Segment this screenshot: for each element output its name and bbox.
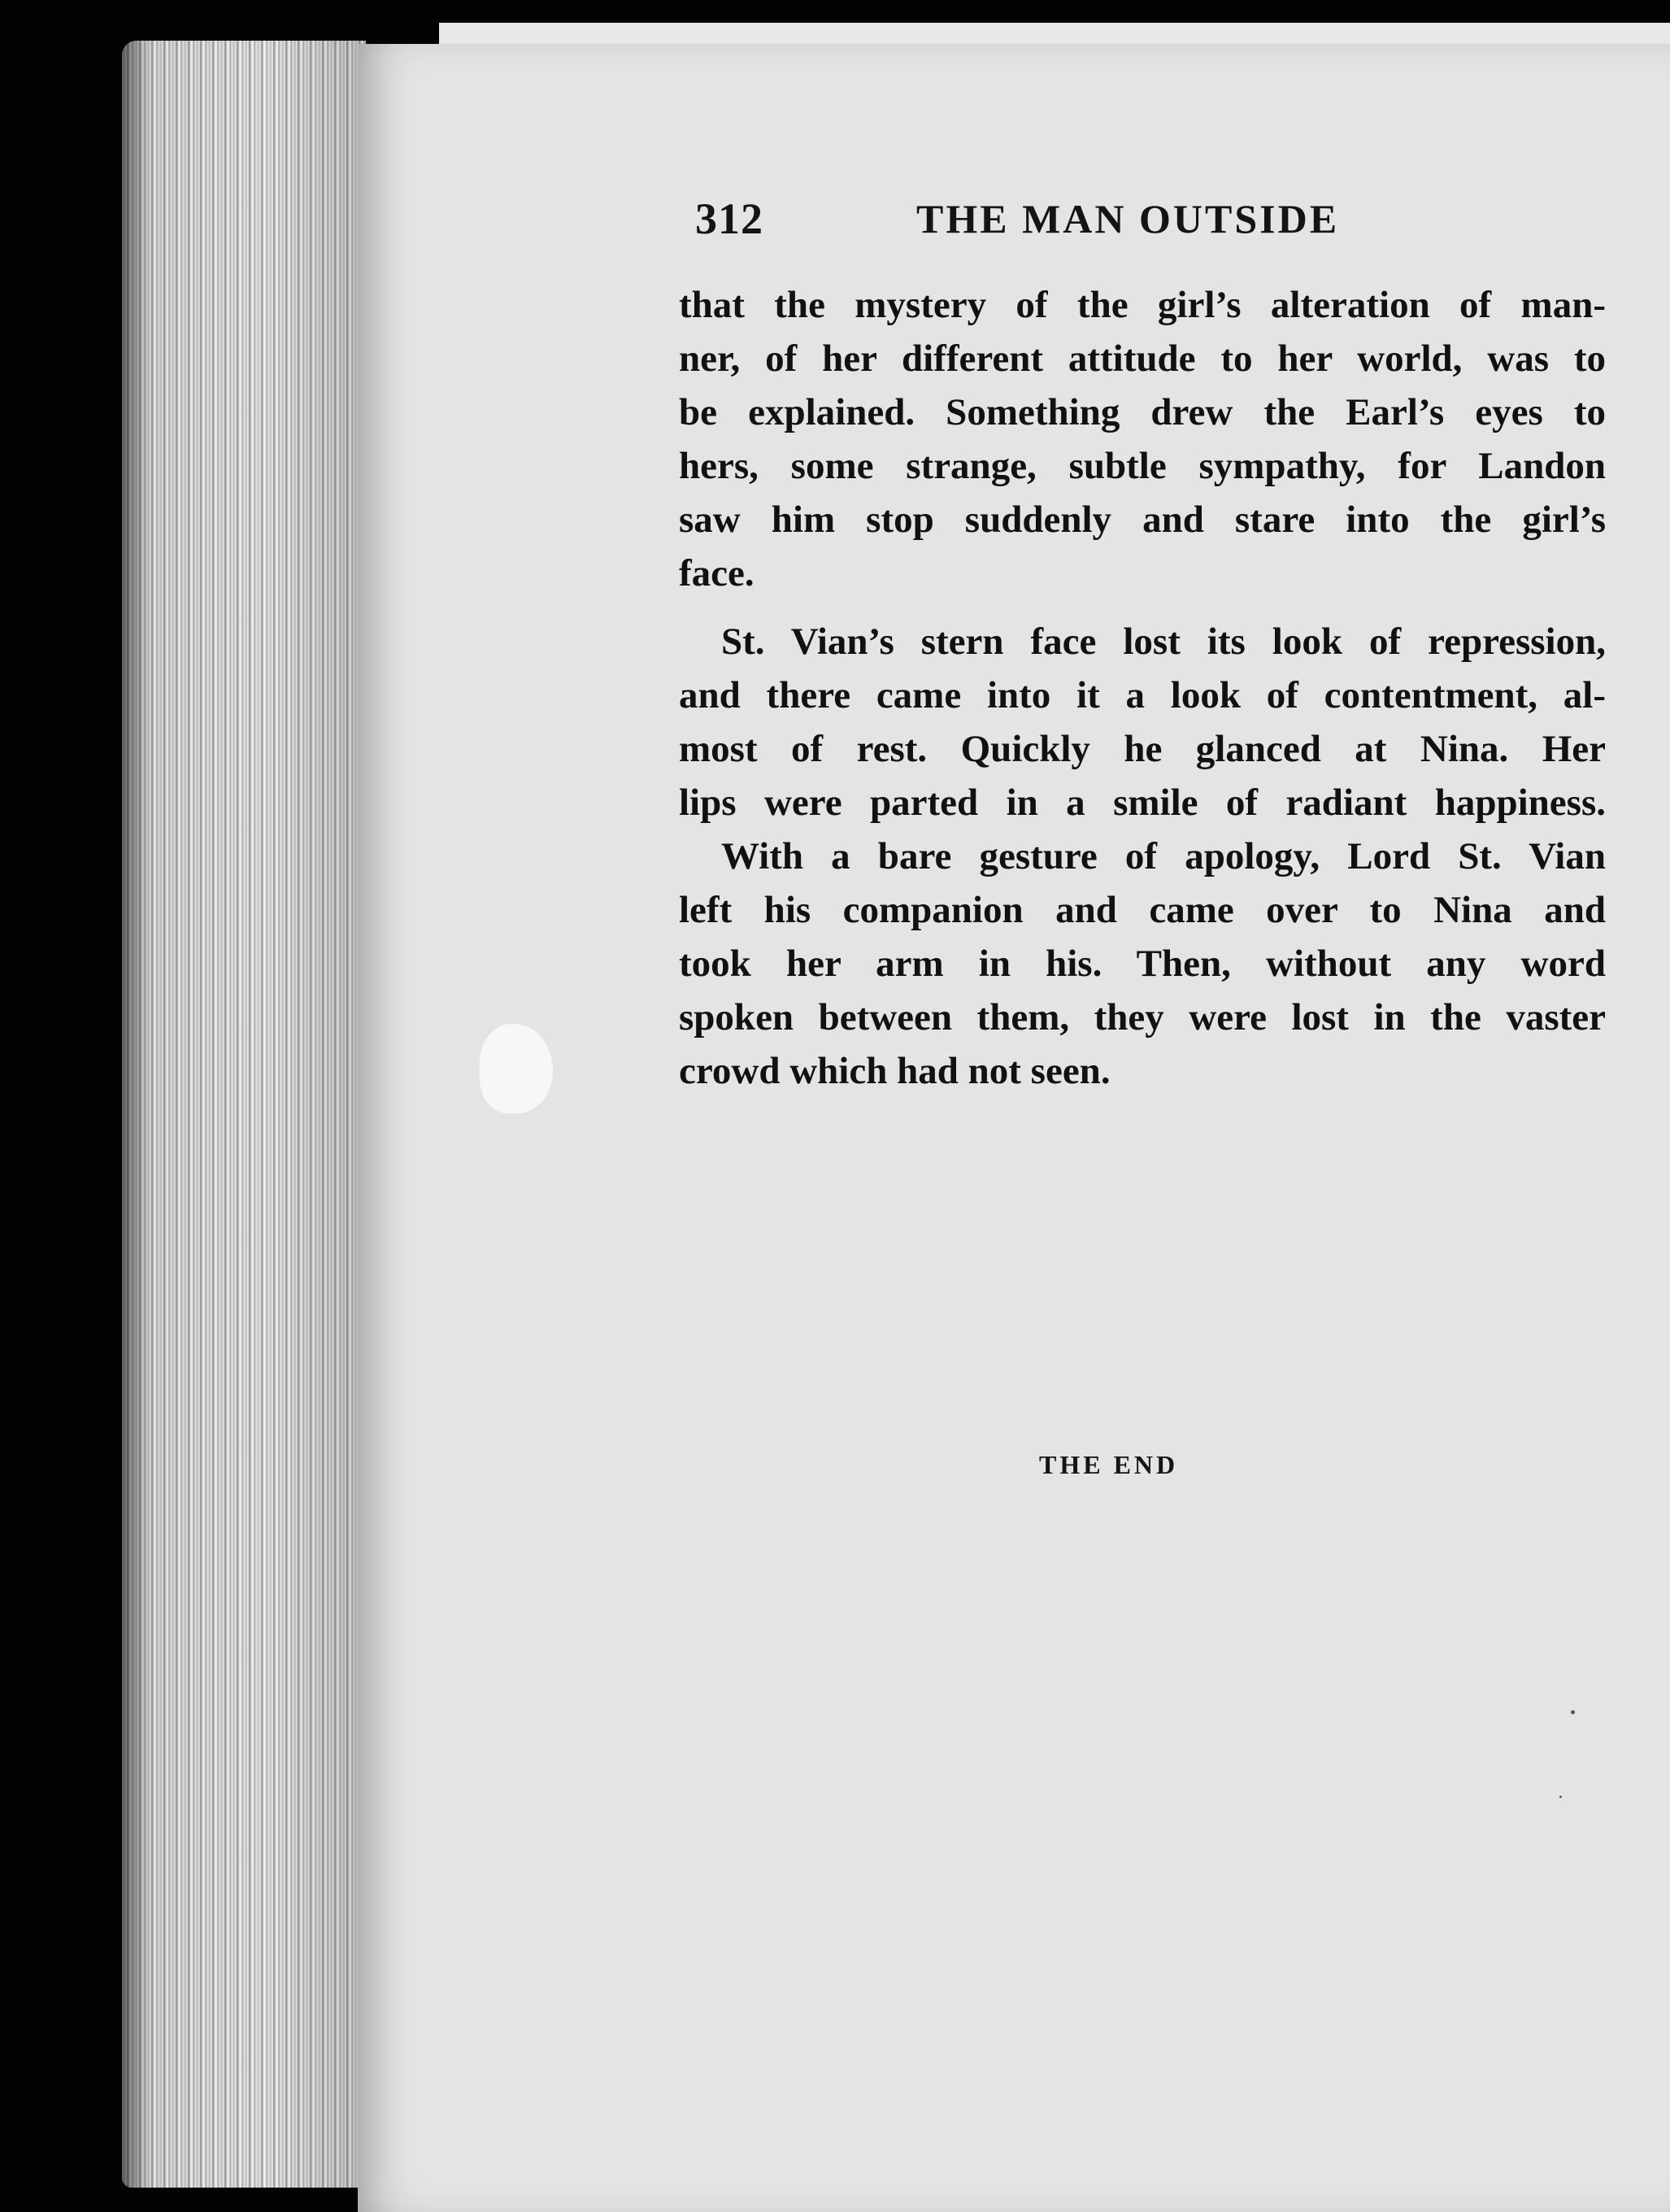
text-line: saw him stop suddenly and stare into the girl’s [679, 499, 1606, 541]
text-line: ner, of her different attitude to her world, was to [679, 337, 1606, 380]
book-title: THE MAN OUTSIDE [916, 196, 1340, 242]
dust-speck [1571, 1710, 1575, 1714]
text-line: and there came into it a look of contentment, al- [679, 674, 1606, 716]
text-line: lips were parted in a smile of radiant happiness. [679, 782, 1606, 824]
text-line: be explained. Something drew the Earl’s eyes to [679, 391, 1606, 433]
text-line: With a bare gesture of apology, Lord St. Vian [721, 835, 1606, 877]
paragraph-3 [679, 830, 1606, 1098]
text-line: left his companion and came over to Nina and [679, 889, 1606, 931]
text-line: crowd which had not seen. [679, 1050, 1111, 1092]
page-blemish [480, 1024, 553, 1113]
page-number: 312 [695, 194, 763, 243]
text-line: St. Vian’s stern face lost its look of repression, [721, 620, 1606, 663]
text-line: that the mystery of the girl’s alteration of man- [679, 284, 1606, 326]
dust-speck [1559, 1796, 1562, 1798]
paragraph-2 [679, 615, 1606, 830]
text-line: hers, some strange, subtle sympathy, for Landon [679, 445, 1606, 487]
page-edges [122, 41, 366, 2188]
text-line: face. [679, 552, 755, 594]
running-head [695, 194, 1606, 259]
paragraph-1 [679, 278, 1606, 600]
text-line: most of rest. Quickly he glanced at Nina. Her [679, 728, 1606, 770]
text-line: spoken between them, they were lost in the vaster [679, 996, 1606, 1039]
body-text [679, 278, 1606, 1098]
text-line: took her arm in his. Then, without any word [679, 943, 1606, 985]
end-mark: THE END [1039, 1450, 1179, 1479]
